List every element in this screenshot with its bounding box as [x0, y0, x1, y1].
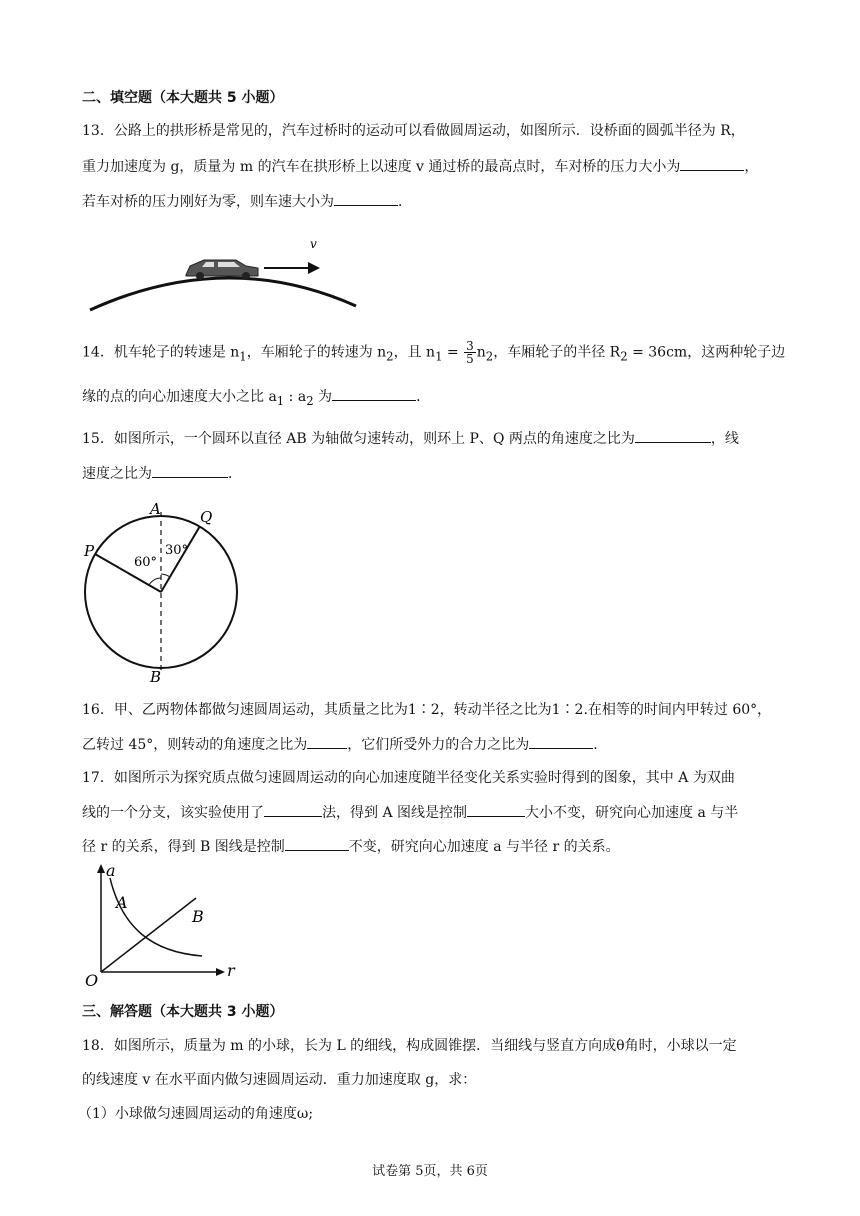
q16-blank-1[interactable] [307, 734, 347, 749]
q14-sub: 2 [386, 349, 394, 364]
curve-a [110, 878, 202, 956]
angle-label-30: 30° [165, 543, 189, 558]
q14-text: n [476, 344, 486, 361]
q17-line-3 [82, 836, 620, 857]
angle-arc-30 [161, 574, 170, 577]
q13-text: ． [398, 194, 412, 210]
q13-bridge-figure [86, 230, 366, 314]
q13-text: 若车对桥的压力刚好为零，则车速大小为 [82, 194, 334, 210]
q14-text: ． [416, 389, 431, 405]
label-a: A [150, 500, 161, 518]
q16-line-1: 16．甲、乙两物体都做匀速圆周运动，其质量之比为1∶2，转动半径之比为1∶2.在相等的时间内甲转过 60°， [82, 702, 772, 718]
angle-label-60: 60° [134, 555, 158, 570]
q14-sub: 2 [485, 349, 494, 364]
q18-line-3: （1）小球做匀速圆周运动的角速度ω; [78, 1106, 314, 1122]
q13-line-3 [82, 191, 412, 212]
q15-line-1 [82, 428, 739, 449]
q17-blank-3[interactable] [285, 836, 349, 851]
q14-sub: 2 [620, 349, 628, 364]
velocity-arrow [264, 262, 320, 274]
q18-line-1: 18．如图所示，质量为 m 的小球，长为 L 的细线，构成圆锥摆．当细线与竖直方向成θ角时，小球以一定 [82, 1038, 737, 1054]
label-q: Q [200, 508, 213, 526]
label-p: P [84, 542, 95, 560]
q14-line-1 [82, 340, 785, 366]
angle-arc-60 [149, 578, 161, 585]
q13-text: ， [744, 159, 759, 175]
q14-text: 14．机车轮子的转速是 n [82, 344, 240, 361]
page-footer: 试卷第 5页，共 6页 [372, 1164, 488, 1179]
curve-a-label: A [116, 893, 128, 912]
q17-text: 大小不变，研究向心加速度 a 与半 [525, 805, 739, 821]
fraction-numerator: 3 [466, 339, 474, 353]
q15-text: 速度之比为 [82, 466, 152, 482]
q16-text: ，它们所受外力的合力之比为 [347, 737, 530, 753]
section-title-solutions: 三、解答题（本大题共 3 小题） [82, 1004, 284, 1020]
q14-text: 缘的点的向心加速度大小之比 a [82, 389, 277, 405]
q13-text: 重力加速度为 g，质量为 m 的汽车在拱形桥上以速度 v 通过桥的最高点时，车对桥的压力大小为 [82, 159, 681, 175]
q16-text: . [593, 737, 598, 753]
q16-text: 乙转过 45°，则转动的角速度之比为 [82, 737, 308, 753]
q13-line-2 [82, 156, 758, 177]
q14-blank[interactable] [332, 386, 416, 401]
q14-line-2 [82, 386, 430, 411]
section-title-fill-in: 二、填空题（本大题共 5 小题） [82, 90, 284, 106]
q17-text: 不变，研究向心加速度 a 与半径 r 的关系。 [348, 839, 620, 855]
q17-line-2 [82, 802, 738, 823]
q16-blank-2[interactable] [529, 734, 593, 749]
q13-blank-2[interactable] [334, 191, 398, 206]
q14-text: ，且 n [393, 344, 436, 361]
q15-text: ，线 [710, 431, 739, 447]
bridge-arc [90, 278, 356, 310]
label-b: B [150, 668, 162, 684]
q17-text: 线的一个分支，该实验使用了 [82, 805, 264, 821]
q16-line-2 [82, 734, 598, 755]
q13-line-1: 13．公路上的拱形桥是常见的，汽车过桥时的运动可以看做圆周运动，如图所示．设桥面的圆弧半径为 R， [82, 123, 745, 139]
q15-text: ． [228, 466, 242, 482]
q15-text: 15．如图所示，一个圆环以直径 AB 为轴做匀速转动，则环上 P、Q 两点的角速度之比为 [82, 431, 635, 447]
q14-text: = 36cm，这两种轮子边 [627, 344, 786, 361]
q14-sub: 1 [435, 349, 443, 364]
q17-text: 径 r 的关系，得到 B 图线是控制 [82, 839, 285, 855]
q17-graph-figure [82, 860, 252, 990]
q17-line-1: 17．如图所示为探究质点做匀速圆周运动的向心加速度随半径变化关系实验时得到的图象，其中 A 为双曲 [82, 770, 735, 786]
q14-sub: 2 [306, 393, 314, 408]
q14-text: ，车厢轮子的半径 R [493, 344, 621, 361]
fraction-denominator: 5 [466, 352, 474, 366]
q14-text: 为 [313, 389, 333, 405]
q14-text: = [442, 344, 464, 361]
q15-ring-figure [82, 498, 252, 684]
q14-fraction [464, 340, 476, 365]
velocity-label: v [310, 237, 317, 251]
q15-line-2 [82, 463, 242, 484]
q14-sub: 1 [239, 349, 247, 364]
q17-blank-2[interactable] [467, 802, 525, 817]
q15-blank-1[interactable] [635, 428, 711, 443]
origin-label: O [85, 971, 99, 990]
q17-blank-1[interactable] [264, 802, 322, 817]
q14-text: ，车厢轮子的转速为 n [246, 344, 387, 361]
q13-blank-1[interactable] [680, 156, 744, 171]
x-axis-arrow [216, 968, 225, 976]
q14-sub: 1 [276, 393, 285, 408]
radius-q [161, 526, 200, 592]
q14-text: : a [284, 389, 307, 405]
line-b-label: B [192, 907, 204, 926]
q15-blank-2[interactable] [152, 463, 228, 478]
q18-line-2: 的线速度 v 在水平面内做匀速圆周运动．重力加速度取 g，求： [82, 1072, 477, 1088]
q17-text: 法，得到 A 图线是控制 [322, 805, 468, 821]
y-axis-arrow [97, 864, 105, 873]
y-axis-label: a [106, 861, 116, 880]
x-axis-label: r [227, 961, 235, 980]
